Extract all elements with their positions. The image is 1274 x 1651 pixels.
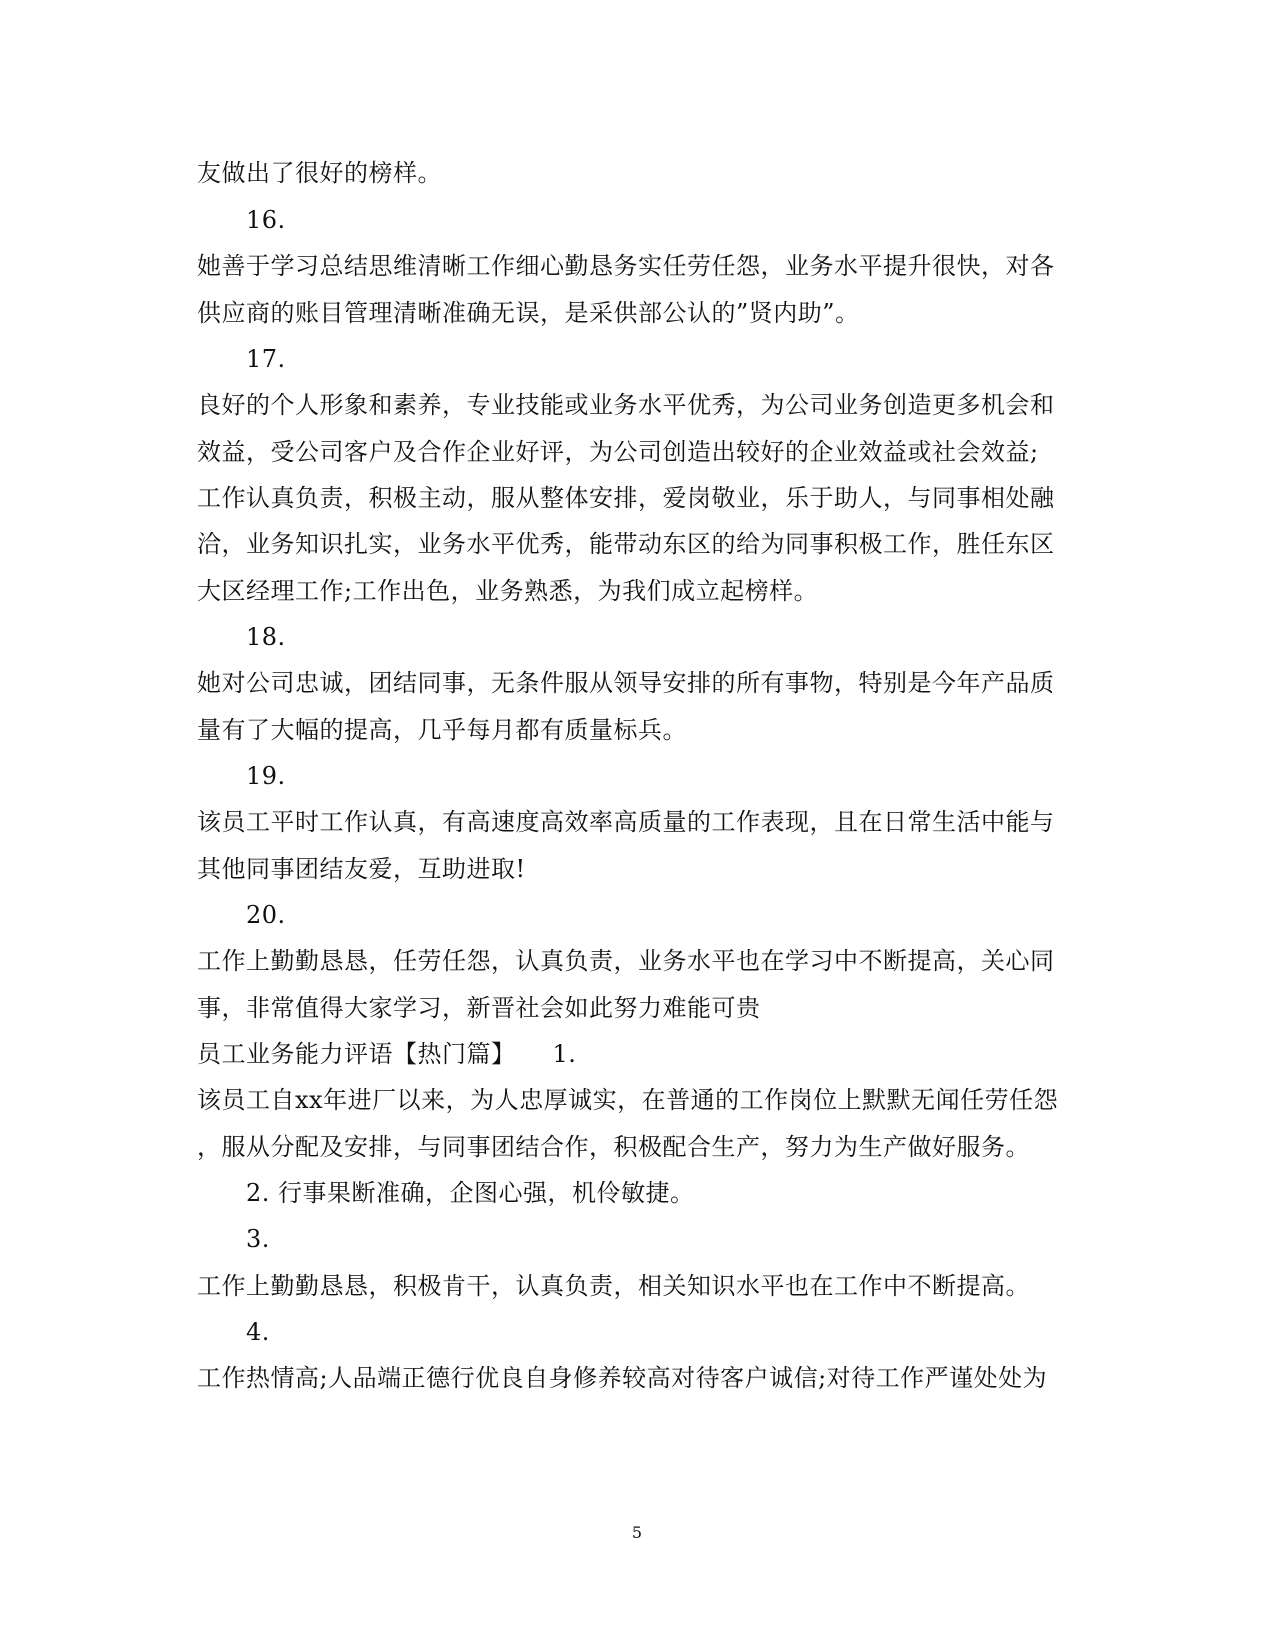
text-line: 友做出了很好的榜样。: [197, 159, 442, 187]
text-line: 供应商的账目管理清晰准确无误，是采供部公认的”贤内助”。: [197, 299, 860, 327]
text-line: 2. 行事果断准确，企图心强，机伶敏捷。: [246, 1179, 695, 1207]
item-number: 19.: [246, 762, 286, 790]
text-line: 量有了大幅的提高，几乎每月都有质量标兵。: [197, 716, 687, 744]
text-line: 该员工自xx年进厂以来，为人忠厚诚实，在普通的工作岗位上默默无闻任劳任怨: [197, 1086, 1059, 1114]
text-line: 她善于学习总结思维清晰工作细心勤恳务实任劳任怨，业务水平提升很快，对各: [197, 252, 1055, 280]
text-line: 工作上勤勤恳恳，积极肯干，认真负责，相关知识水平也在工作中不断提高。: [197, 1272, 1030, 1300]
text-line: 良好的个人形象和素养，专业技能或业务水平优秀，为公司业务创造更多机会和: [197, 391, 1055, 419]
section-heading: 员工业务能力评语【热门篇】 1.: [197, 1040, 577, 1068]
text-line: 大区经理工作;工作出色，业务熟悉，为我们成立起榜样。: [197, 577, 819, 605]
text-line: 其他同事团结友爱，互助进取!: [197, 855, 526, 883]
text-line: 她对公司忠诚，团结同事，无条件服从领导安排的所有事物，特别是今年产品质: [197, 669, 1055, 697]
text-line: 效益，受公司客户及合作企业好评，为公司创造出较好的企业效益或社会效益;: [197, 438, 1039, 466]
item-number: 20.: [246, 901, 286, 929]
text-line: 该员工平时工作认真，有高速度高效率高质量的工作表现，且在日常生活中能与: [197, 808, 1055, 836]
item-number: 4.: [246, 1318, 270, 1346]
item-number: 18.: [246, 623, 286, 651]
text-line: 洽，业务知识扎实，业务水平优秀，能带动东区的给为同事积极工作，胜任东区: [197, 530, 1055, 558]
text-line: ，服从分配及安排，与同事团结合作，积极配合生产，努力为生产做好服务。: [197, 1133, 1030, 1161]
item-number: 17.: [246, 345, 286, 373]
item-number: 16.: [246, 206, 286, 234]
text-line: 工作认真负责，积极主动，服从整体安排，爱岗敬业，乐于助人，与同事相处融: [197, 484, 1055, 512]
text-line: 工作上勤勤恳恳，任劳任怨，认真负责，业务水平也在学习中不断提高，关心同: [197, 947, 1055, 975]
page-number: 5: [631, 1523, 643, 1542]
item-number: 3.: [246, 1225, 270, 1253]
text-line: 工作热情高;人品端正德行优良自身修养较高对待客户诚信;对待工作严谨处处为: [197, 1364, 1048, 1392]
text-line: 事，非常值得大家学习，新晋社会如此努力难能可贵: [197, 994, 761, 1022]
